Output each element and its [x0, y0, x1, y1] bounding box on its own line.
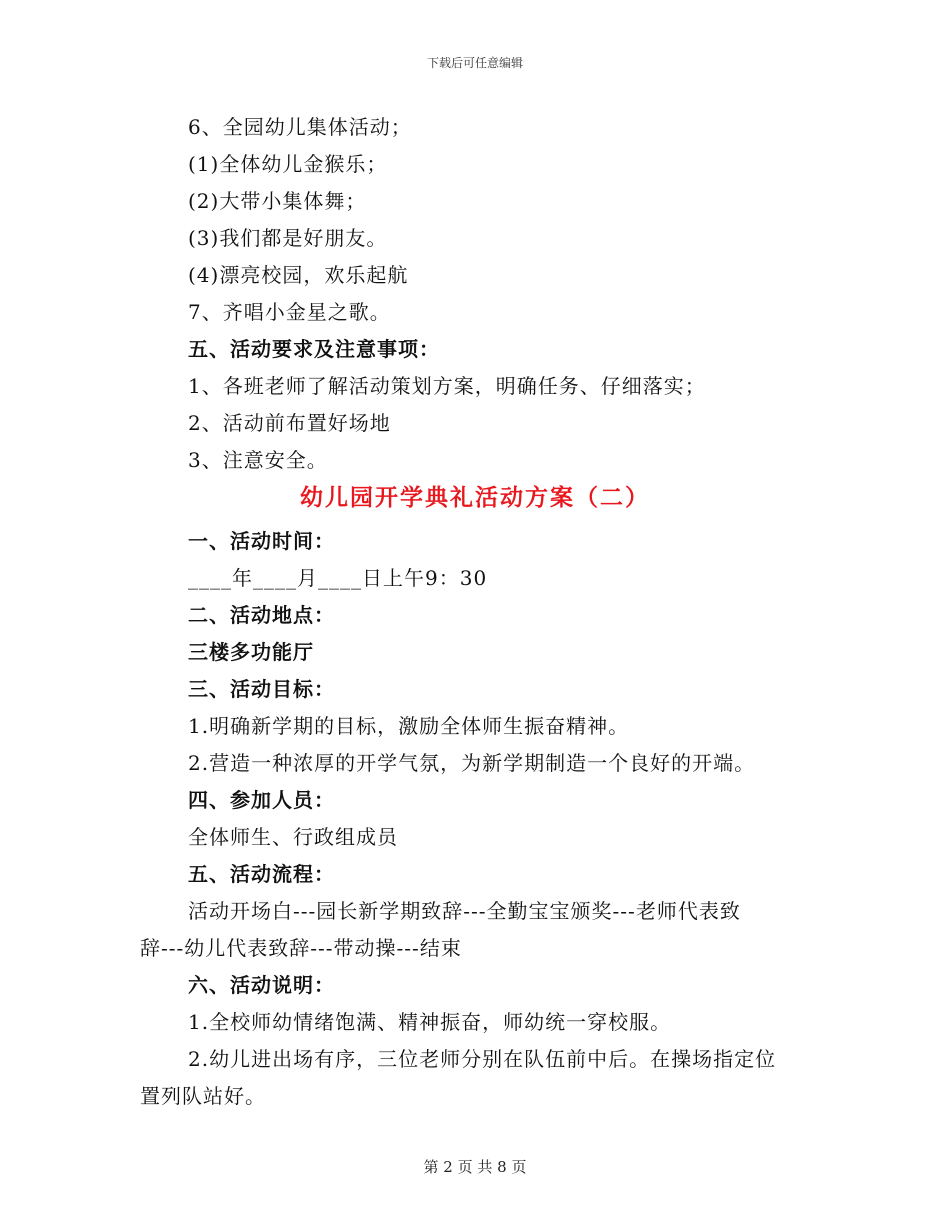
note-2-line-2: 置列队站好。 — [140, 1084, 266, 1108]
requirement-3: 3、注意安全。 — [188, 448, 328, 472]
heading-flow: 五、活动流程： — [188, 862, 335, 886]
note-1: 1.全校师幼情绪饱满、精神振奋，师幼统一穿校服。 — [188, 1010, 672, 1034]
activity-time: ____年____月____日上午9：30 — [188, 566, 488, 590]
note-2-line-1: 2.幼儿进出场有序，三位老师分别在队伍前中后。在操场指定位 — [188, 1047, 777, 1071]
requirement-2: 2、活动前布置好场地 — [188, 411, 391, 435]
item-6: 6、全园幼儿集体活动； — [188, 115, 412, 139]
flow-line-2: 辞---幼儿代表致辞---带动操---结束 — [140, 936, 462, 960]
sub-item-2: (2)大带小集体舞； — [188, 189, 367, 213]
page-header: 下载后可任意编辑 — [426, 56, 523, 70]
heading-notes: 六、活动说明： — [188, 973, 335, 997]
flow-line-1: 活动开场白---园长新学期致辞---全勤宝宝颁奖---老师代表致 — [188, 899, 741, 923]
section-5-heading: 五、活动要求及注意事项： — [188, 337, 440, 361]
item-7: 7、齐唱小金星之歌。 — [188, 300, 391, 324]
heading-participants: 四、参加人员： — [188, 788, 335, 812]
page-footer: 第 2 页 共 8 页 — [423, 1158, 527, 1176]
participants: 全体师生、行政组成员 — [188, 825, 398, 849]
goal-1: 1.明确新学期的目标，激励全体师生振奋精神。 — [188, 714, 630, 738]
sub-item-1: (1)全体幼儿金猴乐； — [188, 152, 388, 176]
requirement-1: 1、各班老师了解活动策划方案，明确任务、仔细落实； — [188, 374, 706, 398]
heading-goals: 三、活动目标： — [188, 677, 335, 701]
document-title: 幼儿园开学典礼活动方案（二） — [300, 484, 650, 511]
heading-time: 一、活动时间： — [188, 529, 335, 553]
heading-place: 二、活动地点： — [188, 603, 335, 627]
sub-item-4: (4)漂亮校园，欢乐起航 — [188, 263, 409, 287]
goal-2: 2.营造一种浓厚的开学气氛，为新学期制造一个良好的开端。 — [188, 751, 756, 775]
activity-place: 三楼多功能厅 — [188, 640, 314, 664]
sub-item-3: (3)我们都是好朋友。 — [188, 226, 388, 250]
